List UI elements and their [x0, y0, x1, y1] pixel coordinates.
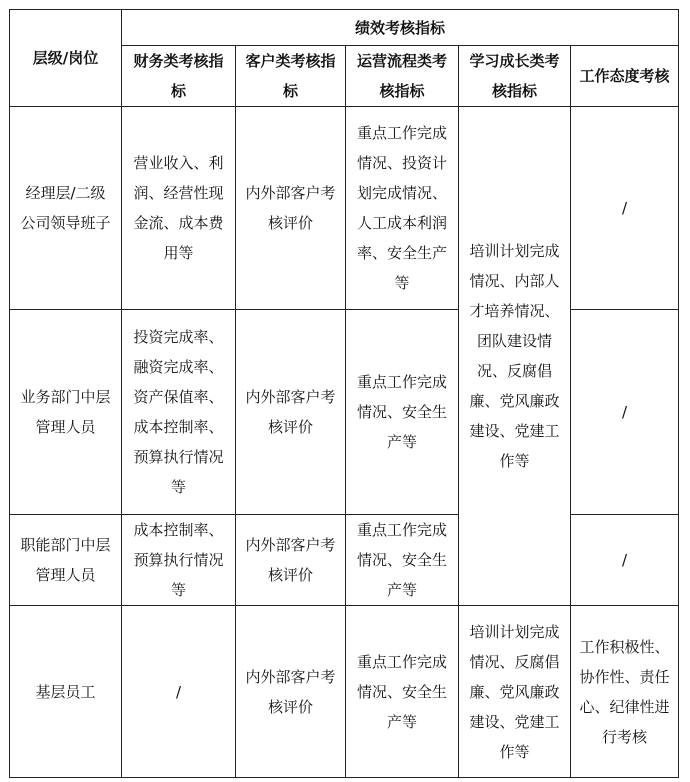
cell-operation: 重点工作完成情况、安全生产等 [346, 515, 459, 606]
cell-customer: 内外部客户考核评价 [236, 310, 346, 515]
cell-attitude: / [571, 310, 679, 515]
cell-learning: 培训计划完成情况、反腐倡廉、党风廉政建设、党建工作等 [459, 606, 571, 778]
cell-customer: 内外部客户考核评价 [236, 515, 346, 606]
cell-attitude: 工作积极性、协作性、责任心、纪律性进行考核 [571, 606, 679, 778]
column-header-customer: 客户类考核指标 [236, 46, 346, 107]
cell-operation: 重点工作完成情况、投资计划完成情况、人工成本利润率、安全生产等 [346, 107, 459, 310]
cell-customer: 内外部客户考核评价 [236, 107, 346, 310]
kpi-table-container [9, 9, 679, 778]
cell-level: 职能部门中层管理人员 [10, 515, 122, 606]
header-row-group [10, 10, 679, 46]
cell-finance: 成本控制率、预算执行情况等 [122, 515, 236, 606]
group-header: 绩效考核指标 [122, 10, 679, 46]
table-row [10, 107, 679, 310]
column-header-finance: 财务类考核指标 [122, 46, 236, 107]
table-row [10, 515, 679, 606]
column-header-attitude: 工作态度考核 [571, 46, 679, 107]
corner-header: 层级/岗位 [10, 10, 122, 107]
column-header-operation: 运营流程类考核指标 [346, 46, 459, 107]
table-row [10, 310, 679, 515]
cell-finance: / [122, 606, 236, 778]
cell-finance: 投资完成率、融资完成率、资产保值率、成本控制率、预算执行情况等 [122, 310, 236, 515]
cell-attitude: / [571, 515, 679, 606]
cell-learning-shared: 培训计划完成情况、内部人才培养情况、团队建设情况、反腐倡廉、党风廉政建设、党建工作等 [459, 107, 571, 606]
column-header-learning: 学习成长类考核指标 [459, 46, 571, 107]
cell-level: 基层员工 [10, 606, 122, 778]
cell-customer: 内外部客户考核评价 [236, 606, 346, 778]
table-row [10, 606, 679, 778]
cell-operation: 重点工作完成情况、安全生产等 [346, 310, 459, 515]
cell-level: 经理层/二级公司领导班子 [10, 107, 122, 310]
cell-attitude: / [571, 107, 679, 310]
cell-level: 业务部门中层管理人员 [10, 310, 122, 515]
cell-operation: 重点工作完成情况、安全生产等 [346, 606, 459, 778]
performance-kpi-table [9, 9, 679, 778]
cell-finance: 营业收入、利润、经营性现金流、成本费用等 [122, 107, 236, 310]
